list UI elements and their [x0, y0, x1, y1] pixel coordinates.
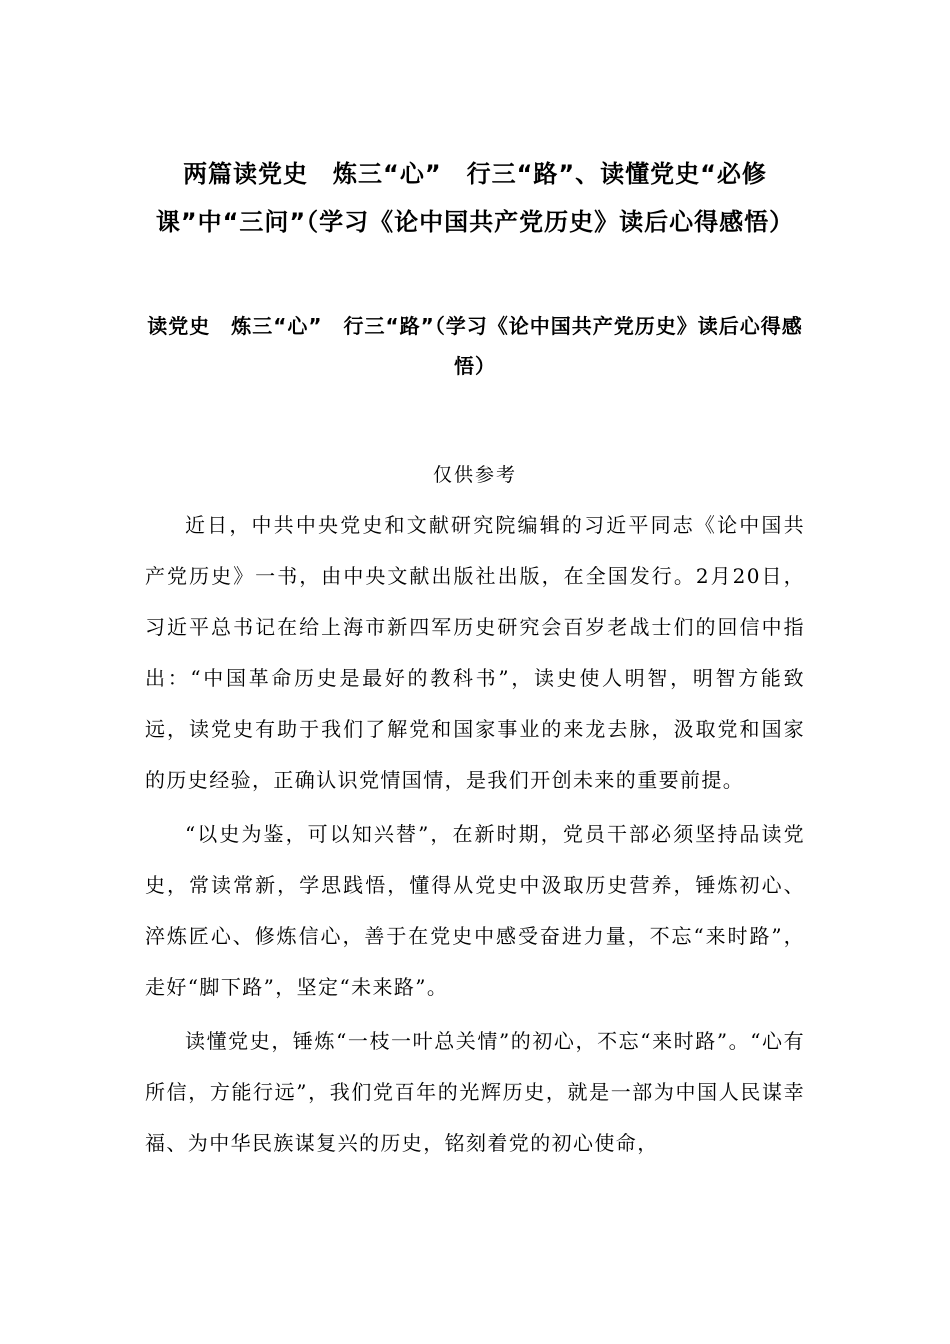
reference-note: 仅供参考 — [432, 464, 517, 486]
sub-title: 读党史 炼三“心” 行三“路”（学习《论中国共产党历史》读后心得感悟） — [147, 314, 803, 378]
body-text — [145, 500, 805, 1172]
paragraph: 读懂党史，锤炼“一枝一叶总关情”的初心，不忘“来时路”。“心有所信，方能行远”，我们党百年的光辉历史，就是一部为中国人民谋幸福、为中华民族谋复兴的历史，铭刻着党的初心使命， — [145, 1029, 805, 1155]
main-title: 两篇读党史 炼三“心” 行三“路”、读懂党史“必修课”中“三问”（学习《论中国共产党历史》读后心得感悟） — [155, 160, 795, 236]
paragraph: 近日，中共中央党史和文献研究院编辑的习近平同志《论中国共产党历史》一书，由中央文献出版社出版，在全国发行。2月20日，习近平总书记在给上海市新四军历史研究会百岁老战士们的回信中指出：“中国革命历史是最好的教科书”，读史使人明智，明智方能致远，读党史有助于我们了解党和国家事业的来龙去脉，汲取党和国家的历史经验，正确认识党情国情，是我们开创未来的重要前提。 — [145, 513, 805, 792]
paragraph: “以史为鉴，可以知兴替”，在新时期，党员干部必须坚持品读党史，常读常新，学思践悟，懂得从党史中汲取历史营养，锤炼初心、淬炼匠心、修炼信心，善于在党史中感受奋进力量，不忘“来时路”，走好“脚下路”，坚定“未来路”。 — [145, 822, 805, 999]
